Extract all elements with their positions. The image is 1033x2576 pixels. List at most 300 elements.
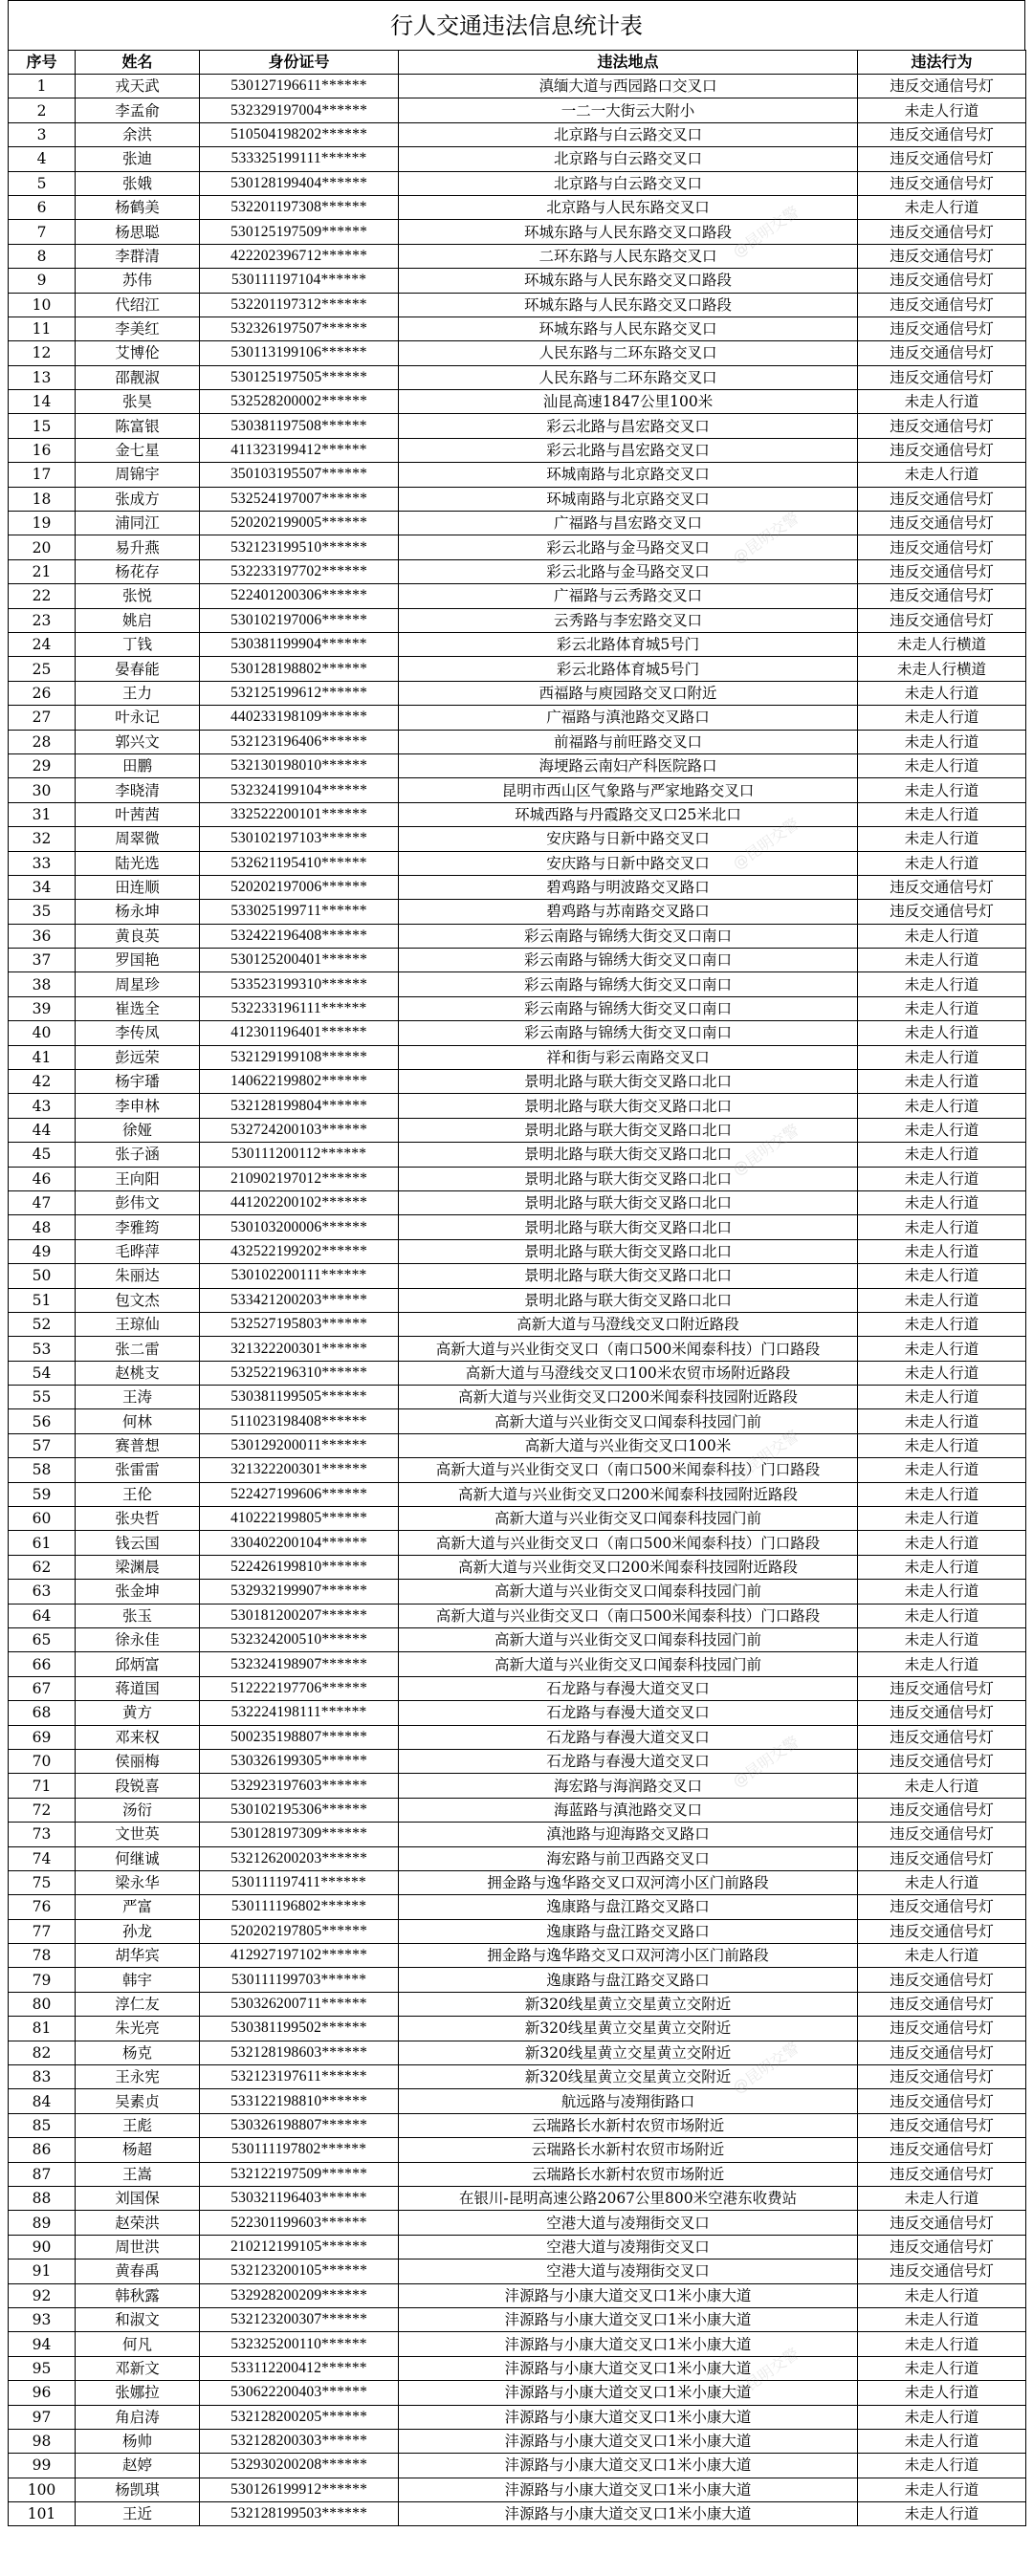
cell-violation: 未走人行道 bbox=[858, 1944, 1026, 1968]
cell-name: 杨宇璠 bbox=[76, 1070, 200, 1094]
cell-violation: 未走人行道 bbox=[858, 2332, 1026, 2356]
cell-index: 78 bbox=[9, 1944, 76, 1968]
cell-index: 98 bbox=[9, 2429, 76, 2453]
cell-index: 95 bbox=[9, 2356, 76, 2380]
cell-location: 广福路与昌宏路交叉口 bbox=[399, 512, 858, 535]
table-row bbox=[9, 512, 1026, 535]
cell-location: 环城西路与丹霞路交叉口25米北口 bbox=[399, 802, 858, 826]
violation-sheet bbox=[8, 0, 1025, 2526]
cell-id-number: 532130198010****** bbox=[200, 753, 399, 777]
cell-index: 4 bbox=[9, 147, 76, 171]
cell-name: 邓来权 bbox=[76, 1725, 200, 1749]
cell-violation: 违反交通信号灯 bbox=[858, 244, 1026, 268]
cell-name: 张娜拉 bbox=[76, 2381, 200, 2405]
cell-id-number: 532224198111****** bbox=[200, 1701, 399, 1725]
cell-id-number: 530125197509****** bbox=[200, 220, 399, 244]
cell-violation: 未走人行道 bbox=[858, 996, 1026, 1020]
cell-index: 54 bbox=[9, 1361, 76, 1385]
violation-table bbox=[8, 50, 1026, 2526]
cell-name: 朱丽达 bbox=[76, 1264, 200, 1288]
cell-index: 92 bbox=[9, 2283, 76, 2307]
cell-violation: 违反交通信号灯 bbox=[858, 2017, 1026, 2041]
cell-id-number: 412301196401****** bbox=[200, 1021, 399, 1045]
cell-name: 赛普想 bbox=[76, 1433, 200, 1457]
cell-index: 13 bbox=[9, 365, 76, 389]
table-row bbox=[9, 269, 1026, 293]
cell-location: 高新大道与兴业街交叉口100米 bbox=[399, 1433, 858, 1457]
cell-name: 王力 bbox=[76, 681, 200, 705]
cell-name: 李申林 bbox=[76, 1094, 200, 1118]
cell-location: 景明北路与联大街交叉路口北口 bbox=[399, 1264, 858, 1288]
cell-name: 王近 bbox=[76, 2502, 200, 2526]
table-row bbox=[9, 1725, 1026, 1749]
table-row bbox=[9, 753, 1026, 777]
cell-id-number: 530326199305****** bbox=[200, 1749, 399, 1773]
cell-id-number: 530125197505****** bbox=[200, 365, 399, 389]
cell-violation: 未走人行道 bbox=[858, 1433, 1026, 1457]
cell-location: 新320线星黄立交星黄立交附近 bbox=[399, 2041, 858, 2064]
cell-id-number: 530111196802****** bbox=[200, 1895, 399, 1919]
cell-location: 海蓝路与滇池路交叉口 bbox=[399, 1798, 858, 1822]
cell-name: 张玉 bbox=[76, 1604, 200, 1627]
cell-violation: 未走人行道 bbox=[858, 949, 1026, 972]
table-row bbox=[9, 2381, 1026, 2405]
cell-location: 逸康路与盘江路交叉路口 bbox=[399, 1919, 858, 1943]
cell-name: 徐永佳 bbox=[76, 1628, 200, 1652]
cell-name: 赵婷 bbox=[76, 2454, 200, 2478]
table-row bbox=[9, 2041, 1026, 2064]
cell-index: 82 bbox=[9, 2041, 76, 2064]
cell-violation: 违反交通信号灯 bbox=[858, 2259, 1026, 2283]
table-row bbox=[9, 1361, 1026, 1385]
cell-violation: 未走人行道 bbox=[858, 2478, 1026, 2501]
table-row bbox=[9, 75, 1026, 98]
cell-violation: 未走人行道 bbox=[858, 2405, 1026, 2429]
cell-name: 姚启 bbox=[76, 608, 200, 632]
cell-name: 戎天武 bbox=[76, 75, 200, 98]
cell-location: 彩云北路与昌宏路交叉口 bbox=[399, 438, 858, 462]
cell-location: 石龙路与春漫大道交叉口 bbox=[399, 1725, 858, 1749]
cell-location: 滇缅大道与西园路口交叉口 bbox=[399, 75, 858, 98]
cell-violation: 未走人行道 bbox=[858, 1264, 1026, 1288]
cell-location: 广福路与云秀路交叉口 bbox=[399, 584, 858, 608]
cell-index: 40 bbox=[9, 1021, 76, 1045]
cell-id-number: 532123200307****** bbox=[200, 2307, 399, 2331]
table-row bbox=[9, 1312, 1026, 1336]
cell-index: 70 bbox=[9, 1749, 76, 1773]
sheet-title: 行人交通违法信息统计表 bbox=[8, 0, 1025, 50]
table-row bbox=[9, 2138, 1026, 2162]
cell-violation: 违反交通信号灯 bbox=[858, 1798, 1026, 1822]
cell-id-number: 532123200105****** bbox=[200, 2259, 399, 2283]
table-row bbox=[9, 1628, 1026, 1652]
cell-index: 24 bbox=[9, 632, 76, 656]
cell-location: 彩云南路与锦绣大街交叉口南口 bbox=[399, 949, 858, 972]
table-row bbox=[9, 1143, 1026, 1167]
cell-violation: 未走人行道 bbox=[858, 2429, 1026, 2453]
cell-name: 陈富银 bbox=[76, 414, 200, 438]
cell-violation: 未走人行道 bbox=[858, 463, 1026, 487]
cell-index: 51 bbox=[9, 1288, 76, 1312]
table-row bbox=[9, 293, 1026, 317]
cell-name: 苏伟 bbox=[76, 269, 200, 293]
table-row bbox=[9, 1507, 1026, 1531]
cell-violation: 未走人行道 bbox=[858, 390, 1026, 414]
cell-id-number: 210212199105****** bbox=[200, 2235, 399, 2259]
cell-index: 36 bbox=[9, 924, 76, 948]
cell-location: 景明北路与联大街交叉路口北口 bbox=[399, 1143, 858, 1167]
cell-location: 海宏路与海润路交叉口 bbox=[399, 1774, 858, 1798]
cell-index: 76 bbox=[9, 1895, 76, 1919]
cell-location: 汕昆高速1847公里100米 bbox=[399, 390, 858, 414]
cell-id-number: 422202396712****** bbox=[200, 244, 399, 268]
cell-location: 沣源路与小康大道交叉口1米小康大道 bbox=[399, 2502, 858, 2526]
cell-violation: 未走人行道 bbox=[858, 1337, 1026, 1361]
cell-id-number: 530129200011****** bbox=[200, 1433, 399, 1457]
table-row bbox=[9, 1264, 1026, 1288]
cell-index: 91 bbox=[9, 2259, 76, 2283]
cell-id-number: 432522199202****** bbox=[200, 1239, 399, 1263]
cell-index: 94 bbox=[9, 2332, 76, 2356]
cell-id-number: 533421200203****** bbox=[200, 1288, 399, 1312]
cell-location: 石龙路与春漫大道交叉口 bbox=[399, 1676, 858, 1700]
cell-violation: 未走人行道 bbox=[858, 1580, 1026, 1604]
cell-id-number: 530102197006****** bbox=[200, 608, 399, 632]
cell-id-number: 332522200101****** bbox=[200, 802, 399, 826]
cell-name: 包文杰 bbox=[76, 1288, 200, 1312]
cell-index: 12 bbox=[9, 341, 76, 365]
cell-location: 北京路与白云路交叉口 bbox=[399, 171, 858, 195]
table-row bbox=[9, 1846, 1026, 1870]
cell-id-number: 532528200002****** bbox=[200, 390, 399, 414]
cell-violation: 未走人行道 bbox=[858, 1094, 1026, 1118]
cell-violation: 违反交通信号灯 bbox=[858, 1725, 1026, 1749]
cell-index: 65 bbox=[9, 1628, 76, 1652]
table-row bbox=[9, 2089, 1026, 2113]
table-row bbox=[9, 1823, 1026, 1846]
cell-violation: 违反交通信号灯 bbox=[858, 1968, 1026, 1992]
cell-violation: 未走人行道 bbox=[858, 753, 1026, 777]
table-row bbox=[9, 1919, 1026, 1943]
cell-name: 徐娅 bbox=[76, 1118, 200, 1142]
cell-name: 梁永华 bbox=[76, 1870, 200, 1894]
cell-id-number: 532201197308****** bbox=[200, 195, 399, 219]
table-row bbox=[9, 1774, 1026, 1798]
cell-violation: 违反交通信号灯 bbox=[858, 900, 1026, 924]
table-row bbox=[9, 1992, 1026, 2016]
cell-location: 安庆路与日新中路交叉口 bbox=[399, 851, 858, 875]
cell-name: 孙龙 bbox=[76, 1919, 200, 1943]
cell-name: 黄方 bbox=[76, 1701, 200, 1725]
cell-name: 何林 bbox=[76, 1409, 200, 1433]
cell-name: 郭兴文 bbox=[76, 730, 200, 753]
cell-index: 79 bbox=[9, 1968, 76, 1992]
cell-index: 17 bbox=[9, 463, 76, 487]
cell-id-number: 411323199412****** bbox=[200, 438, 399, 462]
cell-name: 李孟俞 bbox=[76, 98, 200, 122]
cell-name: 邓新文 bbox=[76, 2356, 200, 2380]
cell-location: 高新大道与兴业街交叉口闻泰科技园门前 bbox=[399, 1409, 858, 1433]
cell-index: 90 bbox=[9, 2235, 76, 2259]
table-row bbox=[9, 1118, 1026, 1142]
cell-name: 张成方 bbox=[76, 487, 200, 511]
cell-violation: 违反交通信号灯 bbox=[858, 1992, 1026, 2016]
cell-name: 陆光选 bbox=[76, 851, 200, 875]
cell-name: 李传凤 bbox=[76, 1021, 200, 1045]
cell-location: 广福路与滇池路交叉路口 bbox=[399, 706, 858, 730]
table-row bbox=[9, 924, 1026, 948]
table-row bbox=[9, 2502, 1026, 2526]
cell-location: 景明北路与联大街交叉路口北口 bbox=[399, 1239, 858, 1263]
cell-id-number: 530111197104****** bbox=[200, 269, 399, 293]
cell-id-number: 532329197004****** bbox=[200, 98, 399, 122]
watermark-text: @昆明交警 bbox=[729, 2038, 802, 2098]
cell-index: 69 bbox=[9, 1725, 76, 1749]
table-row bbox=[9, 996, 1026, 1020]
table-row bbox=[9, 1701, 1026, 1725]
table-row bbox=[9, 1870, 1026, 1894]
cell-location: 人民东路与二环东路交叉口 bbox=[399, 365, 858, 389]
table-row bbox=[9, 1070, 1026, 1094]
cell-location: 空港大道与凌翔街交叉口 bbox=[399, 2211, 858, 2235]
cell-id-number: 522301199603****** bbox=[200, 2211, 399, 2235]
cell-index: 101 bbox=[9, 2502, 76, 2526]
cell-name: 罗国艳 bbox=[76, 949, 200, 972]
cell-index: 96 bbox=[9, 2381, 76, 2405]
table-row bbox=[9, 487, 1026, 511]
cell-violation: 未走人行道 bbox=[858, 1190, 1026, 1214]
cell-location: 高新大道与兴业街交叉口闻泰科技园门前 bbox=[399, 1580, 858, 1604]
table-row bbox=[9, 2454, 1026, 2478]
cell-name: 段锐喜 bbox=[76, 1774, 200, 1798]
cell-location: 环城南路与北京路交叉口 bbox=[399, 463, 858, 487]
table-row bbox=[9, 2307, 1026, 2331]
cell-id-number: 532128199503****** bbox=[200, 2502, 399, 2526]
cell-location: 西福路与庾园路交叉口附近 bbox=[399, 681, 858, 705]
cell-violation: 违反交通信号灯 bbox=[858, 1701, 1026, 1725]
cell-name: 毛晔萍 bbox=[76, 1239, 200, 1263]
cell-index: 89 bbox=[9, 2211, 76, 2235]
cell-id-number: 350103195507****** bbox=[200, 463, 399, 487]
cell-id-number: 532932199907****** bbox=[200, 1580, 399, 1604]
cell-violation: 未走人行道 bbox=[858, 1143, 1026, 1167]
table-row bbox=[9, 1094, 1026, 1118]
cell-violation: 未走人行道 bbox=[858, 1021, 1026, 1045]
cell-location: 高新大道与马澄线交叉口附近路段 bbox=[399, 1312, 858, 1336]
cell-violation: 未走人行道 bbox=[858, 802, 1026, 826]
table-row bbox=[9, 2405, 1026, 2429]
cell-name: 张雷雷 bbox=[76, 1458, 200, 1482]
cell-location: 北京路与人民东路交叉口 bbox=[399, 195, 858, 219]
cell-id-number: 512222197706****** bbox=[200, 1676, 399, 1700]
cell-id-number: 532126200203****** bbox=[200, 1846, 399, 1870]
cell-name: 杨超 bbox=[76, 2138, 200, 2162]
cell-index: 20 bbox=[9, 535, 76, 559]
table-row bbox=[9, 778, 1026, 802]
table-row bbox=[9, 535, 1026, 559]
cell-location: 景明北路与联大街交叉路口北口 bbox=[399, 1118, 858, 1142]
cell-index: 38 bbox=[9, 972, 76, 996]
cell-violation: 违反交通信号灯 bbox=[858, 341, 1026, 365]
cell-id-number: 210902197012****** bbox=[200, 1167, 399, 1190]
cell-name: 崔选全 bbox=[76, 996, 200, 1020]
table-row bbox=[9, 1749, 1026, 1773]
cell-violation: 未走人行道 bbox=[858, 730, 1026, 753]
cell-location: 高新大道与兴业街交叉口（南口500米闻泰科技）门口路段 bbox=[399, 1458, 858, 1482]
cell-index: 58 bbox=[9, 1458, 76, 1482]
cell-index: 8 bbox=[9, 244, 76, 268]
cell-id-number: 532128200303****** bbox=[200, 2429, 399, 2453]
cell-location: 滇池路与迎海路交叉路口 bbox=[399, 1823, 858, 1846]
cell-violation: 未走人行道 bbox=[858, 1870, 1026, 1894]
cell-id-number: 532923197603****** bbox=[200, 1774, 399, 1798]
cell-id-number: 530111200112****** bbox=[200, 1143, 399, 1167]
cell-violation: 未走人行道 bbox=[858, 2283, 1026, 2307]
cell-index: 27 bbox=[9, 706, 76, 730]
cell-id-number: 140622199802****** bbox=[200, 1070, 399, 1094]
table-row bbox=[9, 1482, 1026, 1506]
cell-violation: 未走人行道 bbox=[858, 2454, 1026, 2478]
table-row bbox=[9, 632, 1026, 656]
cell-violation: 未走人行道 bbox=[858, 1239, 1026, 1263]
table-row bbox=[9, 122, 1026, 146]
cell-index: 30 bbox=[9, 778, 76, 802]
cell-index: 16 bbox=[9, 438, 76, 462]
cell-index: 23 bbox=[9, 608, 76, 632]
cell-location: 二环东路与人民东路交叉口 bbox=[399, 244, 858, 268]
table-row bbox=[9, 195, 1026, 219]
cell-violation: 违反交通信号灯 bbox=[858, 2113, 1026, 2137]
cell-id-number: 530381199502****** bbox=[200, 2017, 399, 2041]
cell-location: 环城东路与人民东路交叉口路段 bbox=[399, 220, 858, 244]
cell-name: 汤衍 bbox=[76, 1798, 200, 1822]
cell-index: 52 bbox=[9, 1312, 76, 1336]
cell-index: 25 bbox=[9, 657, 76, 681]
cell-index: 21 bbox=[9, 559, 76, 583]
cell-name: 张二雷 bbox=[76, 1337, 200, 1361]
cell-id-number: 532928200209****** bbox=[200, 2283, 399, 2307]
table-row bbox=[9, 2162, 1026, 2186]
cell-name: 李雅筠 bbox=[76, 1215, 200, 1239]
cell-location: 逸康路与盘江路交叉路口 bbox=[399, 1968, 858, 1992]
table-row bbox=[9, 681, 1026, 705]
cell-violation: 未走人行道 bbox=[858, 1531, 1026, 1555]
cell-violation: 未走人行道 bbox=[858, 1628, 1026, 1652]
table-row bbox=[9, 657, 1026, 681]
cell-name: 田鹏 bbox=[76, 753, 200, 777]
cell-id-number: 532324198907****** bbox=[200, 1652, 399, 1676]
cell-id-number: 530102197103****** bbox=[200, 827, 399, 851]
cell-name: 艾博伦 bbox=[76, 341, 200, 365]
cell-name: 胡华宾 bbox=[76, 1944, 200, 1968]
cell-id-number: 532326197507****** bbox=[200, 317, 399, 340]
cell-location: 沣源路与小康大道交叉口1米小康大道 bbox=[399, 2283, 858, 2307]
cell-id-number: 532122197509****** bbox=[200, 2162, 399, 2186]
cell-location: 石龙路与春漫大道交叉口 bbox=[399, 1701, 858, 1725]
cell-name: 周翠微 bbox=[76, 827, 200, 851]
header-id-number: 身份证号 bbox=[200, 51, 399, 75]
cell-location: 云瑞路长水新村农贸市场附近 bbox=[399, 2113, 858, 2137]
cell-id-number: 522426199810****** bbox=[200, 1555, 399, 1579]
cell-index: 88 bbox=[9, 2186, 76, 2210]
cell-name: 和淑文 bbox=[76, 2307, 200, 2331]
cell-index: 56 bbox=[9, 1409, 76, 1433]
cell-violation: 违反交通信号灯 bbox=[858, 414, 1026, 438]
cell-index: 37 bbox=[9, 949, 76, 972]
cell-name: 浦同江 bbox=[76, 512, 200, 535]
cell-violation: 违反交通信号灯 bbox=[858, 147, 1026, 171]
cell-index: 100 bbox=[9, 2478, 76, 2501]
cell-id-number: 530326198807****** bbox=[200, 2113, 399, 2137]
cell-name: 晏春能 bbox=[76, 657, 200, 681]
table-row bbox=[9, 2186, 1026, 2210]
cell-name: 角启涛 bbox=[76, 2405, 200, 2429]
cell-index: 26 bbox=[9, 681, 76, 705]
cell-id-number: 532128199804****** bbox=[200, 1094, 399, 1118]
cell-location: 高新大道与兴业街交叉口200米闻泰科技园附近路段 bbox=[399, 1386, 858, 1409]
cell-id-number: 520202197805****** bbox=[200, 1919, 399, 1943]
cell-location: 景明北路与联大街交叉路口北口 bbox=[399, 1215, 858, 1239]
table-row bbox=[9, 1337, 1026, 1361]
cell-location: 北京路与白云路交叉口 bbox=[399, 147, 858, 171]
cell-violation: 未走人行道 bbox=[858, 2381, 1026, 2405]
table-row bbox=[9, 851, 1026, 875]
cell-violation: 未走人行道 bbox=[858, 195, 1026, 219]
cell-violation: 未走人行道 bbox=[858, 1507, 1026, 1531]
cell-name: 彭远荣 bbox=[76, 1045, 200, 1069]
cell-location: 逸康路与盘江路交叉路口 bbox=[399, 1895, 858, 1919]
cell-name: 赵桃支 bbox=[76, 1361, 200, 1385]
cell-location: 景明北路与联大街交叉路口北口 bbox=[399, 1190, 858, 1214]
cell-violation: 未走人行道 bbox=[858, 1361, 1026, 1385]
watermark-text: @昆明交警 bbox=[729, 508, 802, 568]
cell-index: 73 bbox=[9, 1823, 76, 1846]
cell-violation: 未走人行道 bbox=[858, 1409, 1026, 1433]
cell-index: 72 bbox=[9, 1798, 76, 1822]
cell-id-number: 410222199805****** bbox=[200, 1507, 399, 1531]
table-row bbox=[9, 1944, 1026, 1968]
cell-index: 97 bbox=[9, 2405, 76, 2429]
table-row bbox=[9, 875, 1026, 899]
cell-id-number: 532233197702****** bbox=[200, 559, 399, 583]
cell-index: 49 bbox=[9, 1239, 76, 1263]
cell-violation: 未走人行道 bbox=[858, 851, 1026, 875]
cell-violation: 违反交通信号灯 bbox=[858, 2089, 1026, 2113]
cell-violation: 违反交通信号灯 bbox=[858, 365, 1026, 389]
table-row bbox=[9, 2259, 1026, 2283]
cell-id-number: 530126199912****** bbox=[200, 2478, 399, 2501]
cell-name: 张昊 bbox=[76, 390, 200, 414]
cell-name: 王琼仙 bbox=[76, 1312, 200, 1336]
cell-name: 韩宇 bbox=[76, 1968, 200, 1992]
cell-violation: 违反交通信号灯 bbox=[858, 2162, 1026, 2186]
cell-name: 淳仁友 bbox=[76, 1992, 200, 2016]
cell-location: 云瑞路长水新村农贸市场附近 bbox=[399, 2162, 858, 2186]
cell-id-number: 533122198810****** bbox=[200, 2089, 399, 2113]
cell-violation: 未走人行道 bbox=[858, 1458, 1026, 1482]
cell-location: 彩云北路体育城5号门 bbox=[399, 632, 858, 656]
watermark-text: @昆明交警 bbox=[729, 814, 802, 874]
cell-violation: 违反交通信号灯 bbox=[858, 293, 1026, 317]
header-violation: 违法行为 bbox=[858, 51, 1026, 75]
cell-location: 海宏路与前卫西路交叉口 bbox=[399, 1846, 858, 1870]
cell-index: 45 bbox=[9, 1143, 76, 1167]
cell-name: 文世英 bbox=[76, 1823, 200, 1846]
cell-location: 沣源路与小康大道交叉口1米小康大道 bbox=[399, 2405, 858, 2429]
cell-violation: 未走人行横道 bbox=[858, 657, 1026, 681]
cell-location: 沣源路与小康大道交叉口1米小康大道 bbox=[399, 2356, 858, 2380]
cell-name: 周世洪 bbox=[76, 2235, 200, 2259]
